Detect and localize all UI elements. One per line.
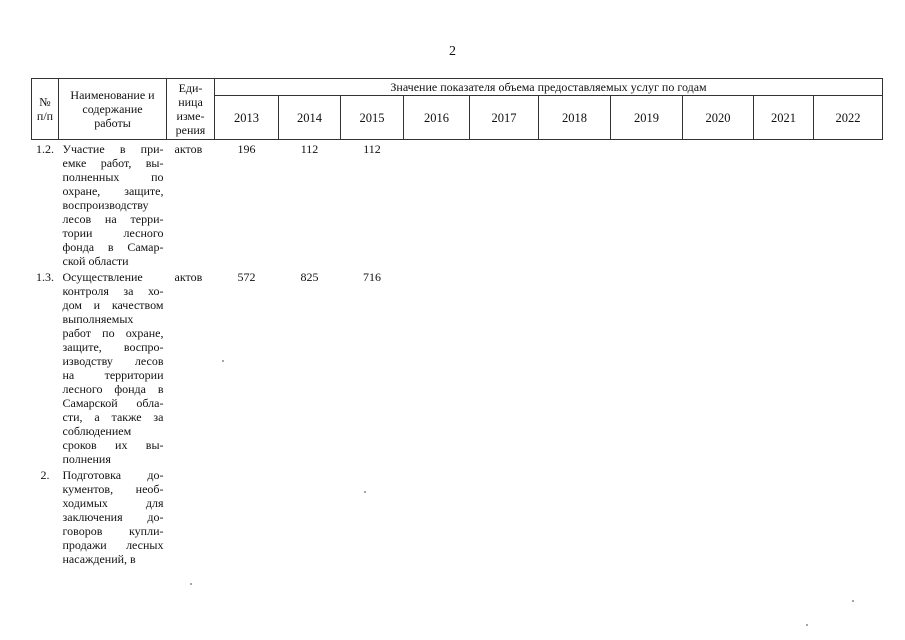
row-name <box>59 466 167 566</box>
row-value <box>341 466 404 566</box>
row-unit: актов <box>174 270 203 284</box>
header-unit <box>167 79 215 140</box>
row-value <box>470 466 539 566</box>
header-name-line: содержание <box>82 102 143 116</box>
row-name-line: защите, воспро- <box>62 340 164 354</box>
row-value <box>539 140 611 269</box>
row-number: 1.2. <box>36 142 54 156</box>
row-number: 1.3. <box>36 270 54 284</box>
row-name-line: соблюдением <box>62 424 132 438</box>
row-name-line: Осуществление <box>62 270 143 284</box>
table-body <box>32 140 883 567</box>
row-value <box>470 268 539 466</box>
row-name-line: заключения до- <box>62 510 164 524</box>
page-number: 2 <box>449 44 456 59</box>
row-value <box>683 466 754 566</box>
row-number: 2. <box>40 468 50 482</box>
row-name-line: ходимых для <box>62 496 164 510</box>
row-name-line: выполняемых <box>62 312 134 326</box>
row-value: 716 <box>363 270 381 284</box>
row-value <box>404 268 470 466</box>
table-row <box>32 466 883 566</box>
row-name-line: кументов, необ- <box>62 482 164 496</box>
row-unit <box>167 466 215 566</box>
row-value: 112 <box>363 142 381 156</box>
row-unit: актов <box>174 142 203 156</box>
header-unit-line: ница <box>178 95 203 109</box>
row-name-line: изводству лесов <box>62 354 164 368</box>
row-value: 112 <box>300 142 319 156</box>
row-value <box>814 140 883 269</box>
header-number-line: № <box>39 95 51 109</box>
row-name <box>59 140 167 269</box>
scan-speck <box>222 360 224 362</box>
row-name-line: насаждений, в <box>62 552 136 566</box>
row-name-line: полненных по <box>62 170 164 184</box>
row-name-line: фонда в Самар- <box>62 240 164 254</box>
row-name-line: дом и качеством <box>62 298 164 312</box>
header-year: 2019 <box>611 96 683 140</box>
row-name-line: полнения <box>62 452 111 466</box>
header-year: 2020 <box>683 96 754 140</box>
header-year: 2018 <box>539 96 611 140</box>
row-value <box>754 268 814 466</box>
table-row <box>32 140 883 269</box>
row-name <box>59 268 167 466</box>
row-value <box>754 466 814 566</box>
row-value <box>539 268 611 466</box>
row-value <box>470 140 539 269</box>
header-year: 2015 <box>341 96 404 140</box>
row-value <box>814 466 883 566</box>
header-unit-line: рения <box>175 123 206 137</box>
row-value <box>683 140 754 269</box>
row-name-line: лесов на терри- <box>62 212 164 226</box>
services-volume-table <box>31 78 883 566</box>
header-name-line: работы <box>94 116 131 130</box>
row-name-line: говоров купли- <box>62 524 164 538</box>
header-year: 2013 <box>215 96 279 140</box>
scan-speck <box>364 491 366 493</box>
row-name-line: Подготовка до- <box>62 468 164 482</box>
row-value: 572 <box>237 270 256 284</box>
row-name-line: контроля за хо- <box>62 284 164 298</box>
scan-speck <box>852 600 854 602</box>
header-year: 2014 <box>279 96 341 140</box>
row-name-line: емке работ, вы- <box>62 156 164 170</box>
header-unit-line: изме- <box>176 109 205 123</box>
row-value <box>539 466 611 566</box>
row-value <box>611 466 683 566</box>
row-name-line: воспроизводству <box>62 198 149 212</box>
row-value <box>814 268 883 466</box>
header-number-line: п/п <box>36 109 54 123</box>
row-name-line: ской области <box>62 254 129 268</box>
header-name <box>59 79 167 140</box>
scan-speck <box>190 583 192 585</box>
row-value <box>279 466 341 566</box>
row-name-line: сти, а также за <box>62 410 164 424</box>
row-name-line: Участие в при- <box>62 142 164 156</box>
row-name-line: охране, защите, <box>62 184 164 198</box>
row-value <box>611 140 683 269</box>
header-unit-line: Еди- <box>178 81 203 95</box>
header-year: 2017 <box>470 96 539 140</box>
row-value <box>215 466 279 566</box>
row-name-line: лесного фонда в <box>62 382 164 396</box>
row-name-line: на территории <box>62 368 164 382</box>
row-name-line: тории лесного <box>62 226 164 240</box>
row-name-line: Самарской обла- <box>62 396 164 410</box>
scan-speck <box>806 624 808 626</box>
row-value <box>754 140 814 269</box>
row-value <box>404 466 470 566</box>
row-name-line: продажи лесных <box>62 538 164 552</box>
header-number <box>32 79 59 140</box>
row-name-line: сроков их вы- <box>62 438 164 452</box>
row-name-line: работ по охране, <box>62 326 164 340</box>
row-value: 196 <box>237 142 256 156</box>
table-row <box>32 268 883 466</box>
header-year: 2021 <box>754 96 814 140</box>
header-name-line: Наименование и <box>70 88 155 102</box>
row-value: 825 <box>300 270 319 284</box>
row-value <box>683 268 754 466</box>
header-year: 2016 <box>404 96 470 140</box>
header-year: 2022 <box>814 96 883 140</box>
header-years-span: Значение показателя объема предоставляемых услуг по годам <box>215 79 883 96</box>
row-value <box>611 268 683 466</box>
row-value <box>404 140 470 269</box>
table-header <box>32 79 883 140</box>
